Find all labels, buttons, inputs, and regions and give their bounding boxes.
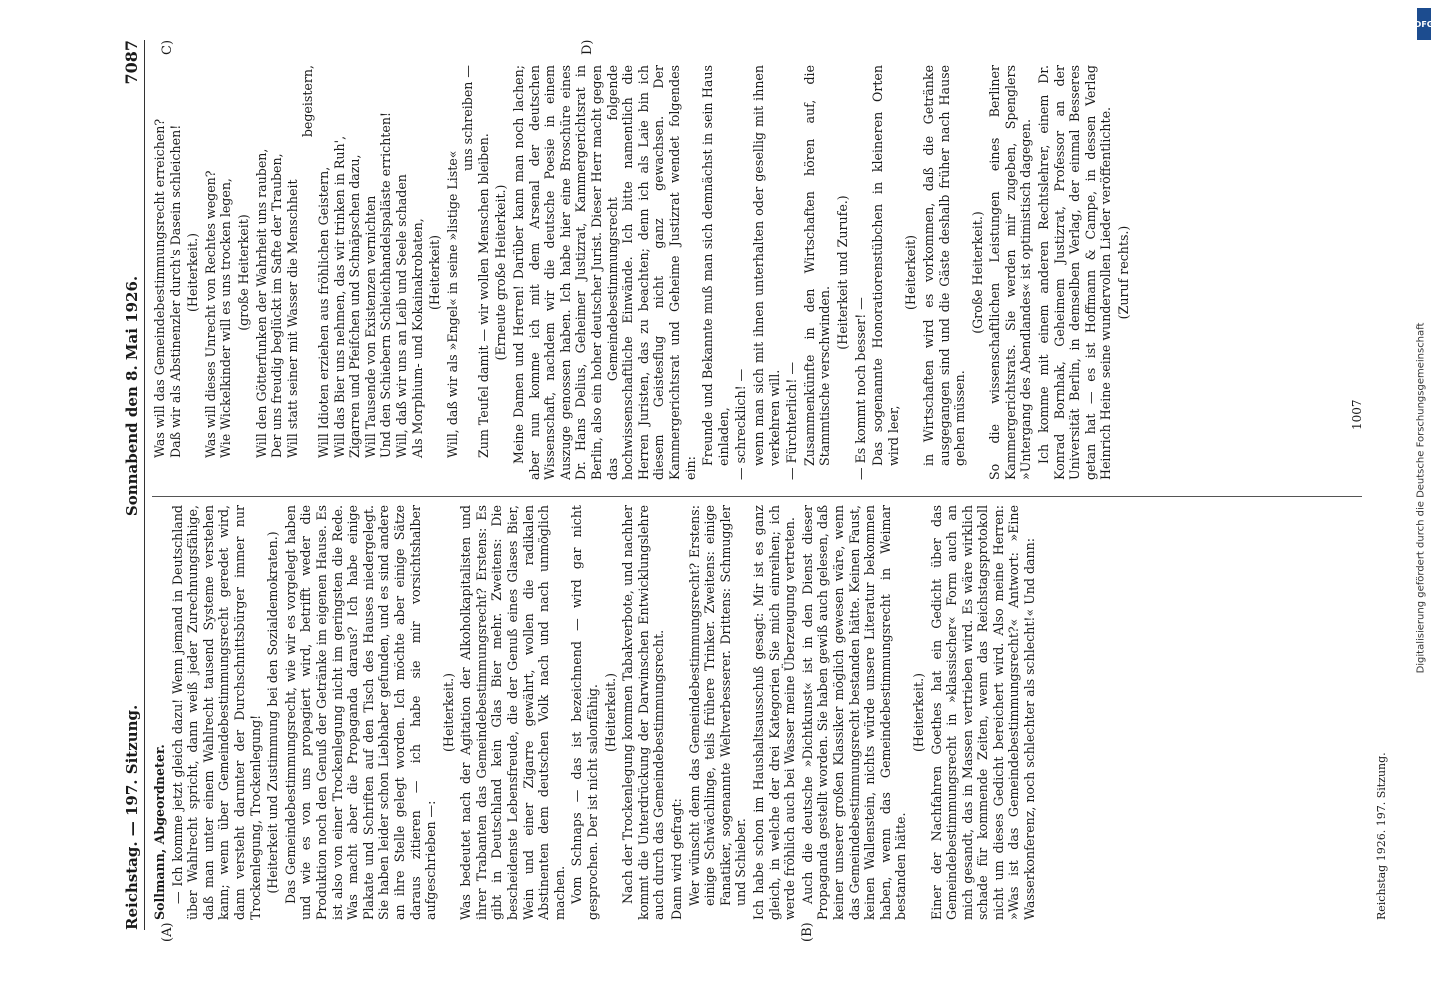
left-paragraph: Sollmann, Abgeordneter. — [152, 744, 167, 920]
right-paragraph: — Es kommt noch besser! — — [852, 297, 868, 480]
scanned-page — [20, 10, 1400, 990]
right-paragraph: (Heiterkeit und Zurufe.) — [834, 195, 850, 350]
right-paragraph: Der uns freudig beglückt im Safte der Trauben, — [269, 153, 285, 458]
left-paragraph: Dann wird gefragt: — [669, 798, 684, 920]
right-paragraph: in Wirtschaften wird es vorkommen, daß die Getränke ausgegangen sind und die Gäste deshalb früher nach Hause gehen müssen. — [920, 65, 968, 466]
marker-d: D) — [580, 39, 595, 55]
right-paragraph: So die wissenschaftlichen Leistungen eines Berliner Kammergerichtsrats. Sie werden mir zugeben, Spenglers »Untergang des Abendlandes« ist optimistisch dagegen. — [987, 65, 1034, 480]
right-paragraph: Das sogenannte Honoratiorenstübchen in kleineren Orten wird leer, — [870, 65, 901, 466]
right-paragraph: (Große Heiterkeit.) — [969, 211, 985, 334]
funding-note: Digitalisierung gefördert durch die Deutsche Forschungsgemeinschaft — [1415, 322, 1427, 674]
right-paragraph: (große Heiterkeit) — [235, 214, 251, 331]
right-paragraph: Will, daß wir uns an Leib und Seele schaden — [393, 174, 409, 458]
left-paragraph: Wer wünscht denn das Gemeindebestimmungsrecht? Erstens: einige Schwächlinge, teils frühere Trinker. Zweitens: einige Fanatiker, sogenannte Weltverbesserer. Drittens: Schmuggler und Schieber. — [686, 505, 749, 906]
header-rule — [144, 40, 145, 930]
right-paragraph: Als Morphium- und Kokainakrobaten, — [409, 218, 425, 458]
page-header — [115, 40, 141, 930]
right-paragraph: uns schreiben — — [460, 65, 476, 172]
right-paragraph: Daß wir als Abstinenzler durch's Dasein schleichen! — [167, 124, 183, 458]
left-paragraph: (Heiterkeit.) — [440, 673, 456, 752]
marker-a: (A) — [160, 922, 175, 942]
right-paragraph: Was will dieses Unrecht von Rechtes wegen? — [202, 170, 218, 458]
left-paragraph: Auch die deutsche »Dichtkunst« ist in den Dienst dieser Propaganda gestellt worden. Sie haben gewiß auch gelesen, daß keiner unserer großen Klassiker möglich gewesen wäre, wenn das Gemeindebestimmungsrecht bestanden hätte. Keinen Faust, keinen Wallenstein, nichts würde unsere Literatur bekommen haben, wenn das Gemeindebestimmungsrecht in Weimar bestanden hätte. — [799, 505, 909, 920]
right-paragraph: Meine Damen und Herren! Darüber kann man noch lachen; aber nun komme ich mit dem Arsenal der deutschen Wissenschaft, nachdem wir die deutsche Poesie in einem Auszuge genossen haben. Ich habe hier eine Broschüre eines Dr. Hans Delius, Geheimer Justizrat, Kammergerichtsrat in Berlin, also ein hoher deutscher Jurist. Dieser Herr macht gegen das Gemeindebestimmungsrecht folgende hochwissenschaftliche Einwände. Ich bitte namentlich die Herren Juristen, das zu beachten; denn ich als Laie bin ich diesem Geistesflug nicht ganz gewachsen. Der Kammergerichtsrat und Geheime Justizrat wendet folgendes ein: — [511, 65, 698, 480]
right-paragraph: — schrecklich! — — [733, 368, 749, 480]
header-center: Sonnabend den 8. Mai 1926. — [123, 275, 141, 517]
left-column — [152, 505, 1372, 920]
right-paragraph: Und den Schiebern Schleichhandelspaläste errichten! — [378, 112, 394, 458]
left-paragraph: Einer der Nachfahren Goethes hat ein Gedicht über das Gemeindebestimmungsrecht in »klassischer« Form auch an mich gesandt, das in Massen vertrieben wird. Es wäre wirklich schade für kommende Zeiten, wenn das Reichstagsprotokoll nicht um dieses Gedicht bereichert wird. Also meine Herren: »Was ist das Gemeindebestimmungsrecht?« Antwort: »Eine Wasserkonferenz, noch schlechter als schlecht!« Und dann: — [928, 505, 1038, 920]
right-paragraph: (Heiterkeit) — [427, 235, 443, 310]
column-divider — [152, 496, 1362, 497]
right-paragraph: Zum Teufel damit — wir wollen Menschen bleiben. — [475, 133, 491, 458]
right-paragraph: — Fürchterlich! — — [784, 361, 800, 480]
right-paragraph: wenn man sich mit ihnen unterhalten oder gesellig mit ihnen verkehren will. — [750, 65, 782, 466]
left-paragraph: Das Gemeindebestimmungsrecht, wie wir es vorgelegt haben und wie es von uns propagiert wird, betrifft weder die Produktion noch den Genuß der Getränke im eigenen Hause. Es ist also von einer Trockenlegung nicht im geringsten die Rede. Was macht aber die Propaganda daraus? Ich habe einige Plakate und Schriften auf den Tisch des Hauses niedergelegt. Sie haben leider schon Liebhaber gefunden, und es sind andere an ihre Stelle gelegt worden. Ich möchte aber einige Sätze daraus zitieren — ich habe sie mir vorsichtshalber aufgeschrieben —: — [282, 505, 439, 920]
marker-b: (B) — [800, 922, 815, 942]
right-paragraph: Wie Wickelkinder will es uns trocken legen, — [218, 178, 234, 458]
page-content — [20, 10, 1400, 990]
left-paragraph: (Heiterkeit.) — [910, 673, 926, 752]
right-paragraph: begeistern, — [300, 65, 316, 138]
footer-left: Reichstag 1926. 197. Sitzung. — [1375, 752, 1388, 920]
left-paragraph: Was bedeutet nach der Agitation der Alkoholkapitalisten und ihrer Trabanten das Gemeindebestimmungsrecht? Erstens: Es gibt in Deutschland kein Glas Bier mehr. Zweitens: Die bescheidenste Lebensfreude, die der Genuß eines Glases Bier, Wein und einer Zigarre gewährt, wollen die radikalen Abstinenten dem deutschen Volk nach und nach unmöglich machen. — [458, 505, 567, 920]
right-paragraph: (Heiterkeit) — [903, 235, 919, 310]
left-paragraph: Ich habe schon im Haushaltsausschuß gesagt: Mir ist es ganz gleich, in welche der drei Kategorien Sie mich einreihen; ich werde fröhlich auch bei Wasser meine Überzeugung vertreten. — [750, 505, 798, 920]
left-paragraph: — Ich komme jetzt gleich dazu! Wenn jemand in Deutschland über Wahlrecht spricht, dann weiß jeder Zurechnungsfähige, daß man unter einem Wahlrecht tausend Systeme verstehen kann; wenn über Gemeindebestimmungsrecht geredet wird, dann versteht darunter der Durchschnittsbürger immer nur Trockenlegung, Trockenlegung! — [169, 505, 263, 920]
header-left: Reichstag. — 197. Sitzung. — [123, 704, 141, 930]
right-paragraph: Will Tausende von Existenzen vernichten — [362, 195, 378, 458]
header-page-number: 7087 — [122, 40, 141, 85]
left-paragraph: (Heiterkeit und Zustimmung bei den Sozialdemokraten.) — [265, 531, 281, 894]
right-paragraph: Ich komme mit einem anderen Rechtslehrer, einem Dr. Konrad Bornhak, Geheimem Justizrat, Professor an der Universität Berlin, in demselben Verlag, der einmal Besseres getan hat — es ist Hoffmann & Campe, in dessen Verlag Heinrich Heine seine wundervollen Lieder veröffentlichte. — [1036, 65, 1114, 480]
left-paragraph: (Heiterkeit.) — [602, 673, 618, 752]
footer-number: 1007 — [1350, 399, 1364, 430]
right-paragraph: Will statt seiner mit Wasser die Menschheit — [284, 179, 300, 458]
right-paragraph: Was will das Gemeindebestimmungsrecht erreichen? — [152, 118, 167, 458]
marker-c: C) — [160, 39, 175, 55]
right-paragraph: Freunde und Bekannte muß man sich demnächst in sein Haus einladen, — [700, 65, 731, 466]
left-paragraph: Vom Schnaps — das ist bezeichnend — wird gar nicht gesprochen. Der ist nicht salonfähig. — [569, 505, 601, 920]
right-paragraph: Will den Götterfunken der Wahrheit uns rauben, — [253, 148, 269, 458]
right-paragraph: (Zuruf rechts.) — [1116, 225, 1132, 320]
left-paragraph: Nach der Trockenlegung kommen Tabakverbote, und nachher kommt die Unterdrückung der Darwinschen Entwicklungslehre auch durch das Gemeindebestimmungsrecht. — [620, 505, 667, 920]
right-column — [152, 65, 1372, 480]
right-paragraph: Will das Bier uns nehmen, das wir trinken in Ruh', — [331, 135, 347, 458]
right-paragraph: (Heiterkeit.) — [185, 233, 201, 312]
right-paragraph: (Erneute große Heiterkeit.) — [493, 184, 509, 361]
right-paragraph: Zusammenkünfte in den Wirtschaften hören auf, die Stammtische verschwinden. — [801, 65, 833, 466]
right-paragraph: Will Idioten erziehen aus fröhlichen Geistern, — [315, 166, 331, 458]
right-paragraph: Zigarren und Pfeifchen und Schnäpschen dazu, — [347, 154, 363, 458]
dfg-logo: DFG — [1417, 8, 1431, 40]
right-paragraph: Will, daß wir als »Engel« in seine »listige Liste« — [444, 150, 460, 458]
